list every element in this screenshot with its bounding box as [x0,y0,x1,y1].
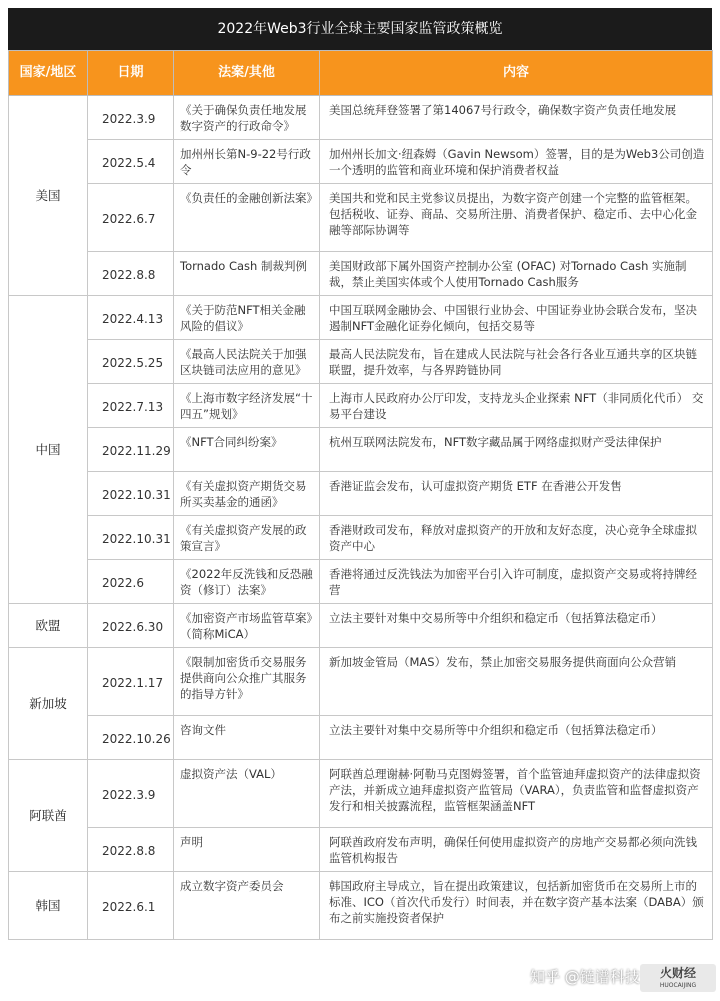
date-cell: 2022.8.8 [88,252,174,296]
header-region: 国家/地区 [9,51,88,96]
date-cell: 2022.5.4 [88,140,174,184]
table-row [9,872,713,940]
logo-subtext: HUOCAIJING [659,982,697,989]
table-title: 2022年Web3行业全球主要国家监管政策概览 [8,8,712,50]
table-row [9,604,713,648]
region-cell: 阿联酋 [9,760,88,872]
date-cell: 2022.10.31 [88,472,174,516]
content-cell: 加州州长加文·纽森姆（Gavin Newsom）签署，目的是为Web3公司创造一个透明的监管和商业环境和保护消费者权益 [320,140,713,184]
content-cell: 香港将通过反洗钱法为加密平台引入许可制度，虚拟资产交易或将持牌经营 [320,560,713,604]
law-cell: 《关于确保负责任地发展数字资产的行政命令》 [174,96,320,140]
huocaijing-logo [640,964,716,992]
law-cell: 《加密资产市场监管草案》（简称MiCA） [174,604,320,648]
content-cell: 阿联酋总理谢赫·阿勒马克图姆签署，首个监管迪拜虚拟资产的法律虚拟资产法，并新成立迪拜虚拟资产监管局（VARA），负责监管和监督虚拟资产发行和相关披露流程，监管框架涵盖NFT [320,760,713,828]
table-row [9,472,713,516]
content-cell: 杭州互联网法院发布，NFT数字藏品属于网络虚拟财产受法律保护 [320,428,713,472]
table-row [9,96,713,140]
content-cell: 最高人民法院发布，旨在建成人民法院与社会各行各业互通共享的区块链联盟，提升效率，与各界跨链协同 [320,340,713,384]
date-cell: 2022.6.7 [88,184,174,252]
content-cell: 香港证监会发布，认可虚拟资产期货 ETF 在香港公开发售 [320,472,713,516]
law-cell: 《最高人民法院关于加强区块链司法应用的意见》 [174,340,320,384]
law-cell: 《有关虚拟资产发展的政策宣言》 [174,516,320,560]
law-cell: 《上海市数字经济发展“十四五”规划》 [174,384,320,428]
table-row [9,428,713,472]
table-row [9,252,713,296]
content-cell: 韩国政府主导成立，旨在提出政策建议，包括新加密货币在交易所上市的标准、ICO（首次代币发行）时间表，并在数字资产基本法案（DABA）颁布之前实施投资者保护 [320,872,713,940]
date-cell: 2022.7.13 [88,384,174,428]
content-cell: 美国总统拜登签署了第14067号行政令，确保数字资产负责任地发展 [320,96,713,140]
table-row [9,140,713,184]
date-cell: 2022.11.29 [88,428,174,472]
content-cell: 香港财政司发布，释放对虚拟资产的开放和友好态度，决心竞争全球虚拟资产中心 [320,516,713,560]
zhihu-watermark: 知乎 @链谱科技 [530,968,640,986]
region-cell: 欧盟 [9,604,88,648]
law-cell: 《负责任的金融创新法案》 [174,184,320,252]
law-cell: 虚拟资产法（VAL） [174,760,320,828]
law-cell: 声明 [174,828,320,872]
date-cell: 2022.6 [88,560,174,604]
table-row [9,760,713,828]
content-cell: 中国互联网金融协会、中国银行业协会、中国证券业协会联合发布，坚决遏制NFT金融化证券化倾向，包括交易等 [320,296,713,340]
policy-table [8,50,713,940]
content-cell: 新加坡金管局（MAS）发布，禁止加密交易服务提供商面向公众营销 [320,648,713,716]
header-content: 内容 [320,51,713,96]
law-cell: 《NFT合同纠纷案》 [174,428,320,472]
header-date: 日期 [88,51,174,96]
date-cell: 2022.5.25 [88,340,174,384]
table-header-row [9,51,713,96]
content-cell: 美国共和党和民主党参议员提出，为数字资产创建一个完整的监管框架。包括税收、证券、商品、交易所注册、消费者保护、稳定币、去中心化金融等部际协调等 [320,184,713,252]
region-cell: 新加坡 [9,648,88,760]
table-row [9,560,713,604]
region-cell: 中国 [9,296,88,604]
date-cell: 2022.6.1 [88,872,174,940]
region-cell: 韩国 [9,872,88,940]
date-cell: 2022.4.13 [88,296,174,340]
law-cell: 《限制加密货币交易服务提供商向公众推广其服务的指导方针》 [174,648,320,716]
table-row [9,516,713,560]
date-cell: 2022.1.17 [88,648,174,716]
date-cell: 2022.8.8 [88,828,174,872]
date-cell: 2022.10.31 [88,516,174,560]
law-cell: 《有关虚拟资产期货交易所买卖基金的通函》 [174,472,320,516]
table-row [9,384,713,428]
date-cell: 2022.10.26 [88,716,174,760]
content-cell: 立法主要针对集中交易所等中介组织和稳定币（包括算法稳定币） [320,716,713,760]
date-cell: 2022.6.30 [88,604,174,648]
table-row [9,648,713,716]
content-cell: 立法主要针对集中交易所等中介组织和稳定币（包括算法稳定币） [320,604,713,648]
table-row [9,184,713,252]
law-cell: 《关于防范NFT相关金融风险的倡议》 [174,296,320,340]
content-cell: 阿联酋政府发布声明，确保任何使用虚拟资产的房地产交易都必须向洗钱监管机构报告 [320,828,713,872]
date-cell: 2022.3.9 [88,760,174,828]
table-row [9,716,713,760]
law-cell: Tornado Cash 制裁判例 [174,252,320,296]
header-law: 法案/其他 [174,51,320,96]
law-cell: 加州州长第N-9-22号行政令 [174,140,320,184]
law-cell: 《2022年反洗钱和反恐融资（修订）法案》 [174,560,320,604]
law-cell: 咨询文件 [174,716,320,760]
logo-text: 火财经 [659,966,696,980]
table-row [9,340,713,384]
date-cell: 2022.3.9 [88,96,174,140]
content-cell: 上海市人民政府办公厅印发，支持龙头企业探索 NFT（非同质化代币） 交易平台建设 [320,384,713,428]
law-cell: 成立数字资产委员会 [174,872,320,940]
table-row [9,296,713,340]
content-cell: 美国财政部下属外国资产控制办公室 (OFAC) 对Tornado Cash 实施制裁，禁止美国实体或个人使用Tornado Cash服务 [320,252,713,296]
table-row [9,828,713,872]
region-cell: 美国 [9,96,88,296]
